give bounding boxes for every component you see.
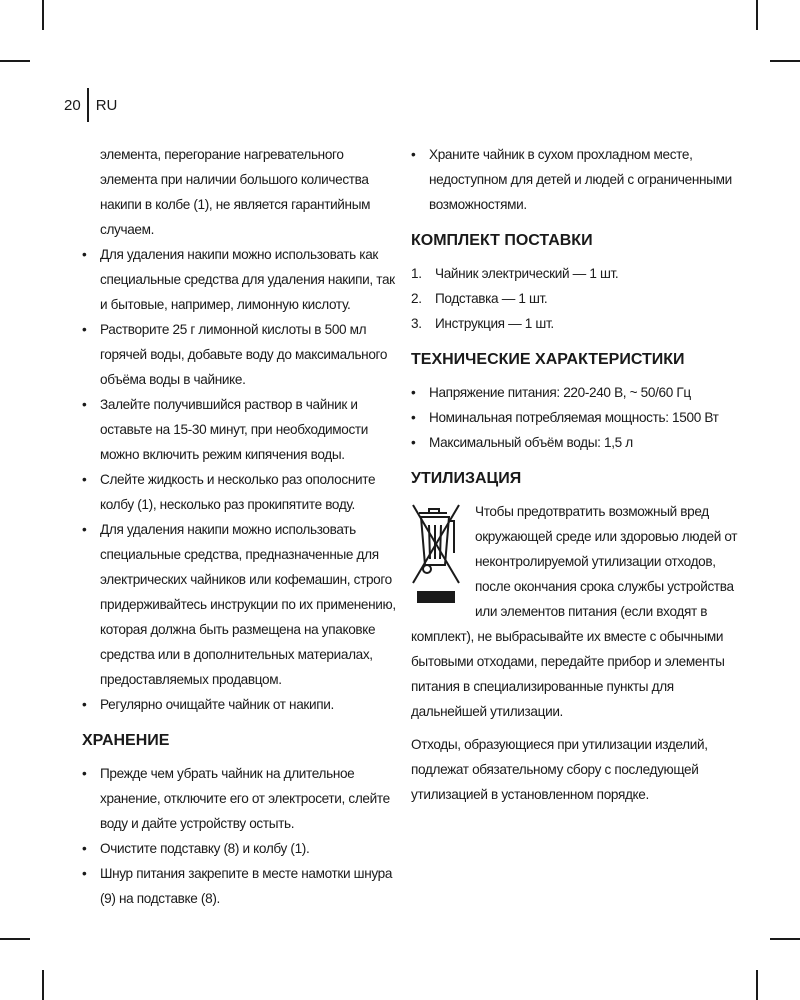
page-header <box>64 88 117 122</box>
list-item: • Для удаления накипи можно использовать специальные средства, предназначенные для электрических чайников или кофемашин, строго придерживайтесь инструкции по их применению, которая должна быть размещена на упаковке средства или в дополнительных материалах, предоставляемых продавцом. <box>82 517 402 692</box>
bullet: • <box>411 385 416 400</box>
disposal-section <box>411 499 741 807</box>
package-heading: КОМПЛЕКТ ПОСТАВКИ <box>411 232 593 249</box>
bullet: • <box>82 322 87 337</box>
list-item: • Шнур питания закрепите в месте намотки шнура (9) на подставке (8). <box>82 861 402 911</box>
list-item: • Растворите 25 г лимонной кислоты в 500 мл горячей воды, добавьте воду до максимального объёма воды в чайнике. <box>82 317 402 392</box>
list-item: • Напряжение питания: 220-240 В, ~ 50/60 Гц <box>411 380 741 405</box>
storage-list <box>82 761 402 911</box>
bullet: • <box>82 766 87 781</box>
list-item: • Храните чайник в сухом прохладном месте, недоступном для детей и людей с ограниченными возможностями. <box>411 142 741 217</box>
right-column <box>411 142 741 807</box>
bullet: • <box>82 397 87 412</box>
descaling-list <box>82 242 402 717</box>
bullet: • <box>411 435 416 450</box>
bullet: • <box>82 522 87 537</box>
bullet: • <box>411 410 416 425</box>
bullet: • <box>82 841 87 856</box>
list-item: • Прежде чем убрать чайник на длительное хранение, отключите его от электросети, слейте воду и дайте устройству остыть. <box>82 761 402 836</box>
list-item: 1. Чайник электрический — 1 шт. <box>411 266 619 281</box>
crop-mark <box>756 0 758 30</box>
crop-mark <box>770 60 800 62</box>
language-code: RU <box>95 96 118 114</box>
bullet: • <box>82 866 87 881</box>
storage-heading: ХРАНЕНИЕ <box>82 732 170 749</box>
crop-mark <box>42 0 44 30</box>
package-list <box>411 261 741 336</box>
crop-mark <box>0 60 30 62</box>
crop-mark <box>42 970 44 1000</box>
list-item: • Для удаления накипи можно использовать как специальные средства для удаления накипи, так и бытовые, например, лимонную кислоту. <box>82 242 402 317</box>
list-item: • Очистите подставку (8) и колбу (1). <box>82 836 402 861</box>
storage-list-continued <box>411 142 741 217</box>
bullet: • <box>82 697 87 712</box>
crop-mark <box>0 938 30 940</box>
continued-text: элемента, перегорание нагревательного элемента при наличии большого количества накипи в колбе (1), не является гарантийным случаем. <box>100 147 371 237</box>
list-item: 2. Подставка — 1 шт. <box>411 291 548 306</box>
page-number: 20 <box>64 96 81 114</box>
list-item: • Максимальный объём воды: 1,5 л <box>411 430 741 455</box>
disposal-heading: УТИЛИЗАЦИЯ <box>411 470 522 487</box>
disposal-paragraph: Отходы, образующиеся при утилизации изделий, подлежат обязательному сбору с последующей утилизацией в установленном порядке. <box>411 737 708 802</box>
specs-heading: ТЕХНИЧЕСКИЕ ХАРАКТЕРИСТИКИ <box>411 351 685 368</box>
bullet: • <box>82 247 87 262</box>
specs-list <box>411 380 741 455</box>
list-item: • Номинальная потребляемая мощность: 1500 Вт <box>411 405 741 430</box>
bullet: • <box>82 472 87 487</box>
left-column <box>82 142 402 911</box>
disposal-paragraph: Чтобы предотвратить возможный вред окружающей среде или здоровью людей от неконтролируемой утилизации отходов, после окончания срока службы устройства или элементов питания (если входят в комплект), не выбрасывайте их вместе с обычными бытовыми отходами, передайте прибор и элементы питания в специализированные пункты для дальнейшей утилизации. <box>411 504 738 719</box>
list-item: 3. Инструкция — 1 шт. <box>411 316 554 331</box>
crop-mark <box>756 970 758 1000</box>
list-item: • Регулярно очищайте чайник от накипи. <box>82 692 402 717</box>
list-item: • Слейте жидкость и несколько раз ополосните колбу (1), несколько раз прокипятите воду. <box>82 467 402 517</box>
crossed-out-wheelie-bin-icon <box>411 499 461 609</box>
crop-mark <box>770 938 800 940</box>
list-item: • Залейте получившийся раствор в чайник и оставьте на 15-30 минут, при необходимости можно включить режим кипячения воды. <box>82 392 402 467</box>
bullet: • <box>411 147 416 162</box>
